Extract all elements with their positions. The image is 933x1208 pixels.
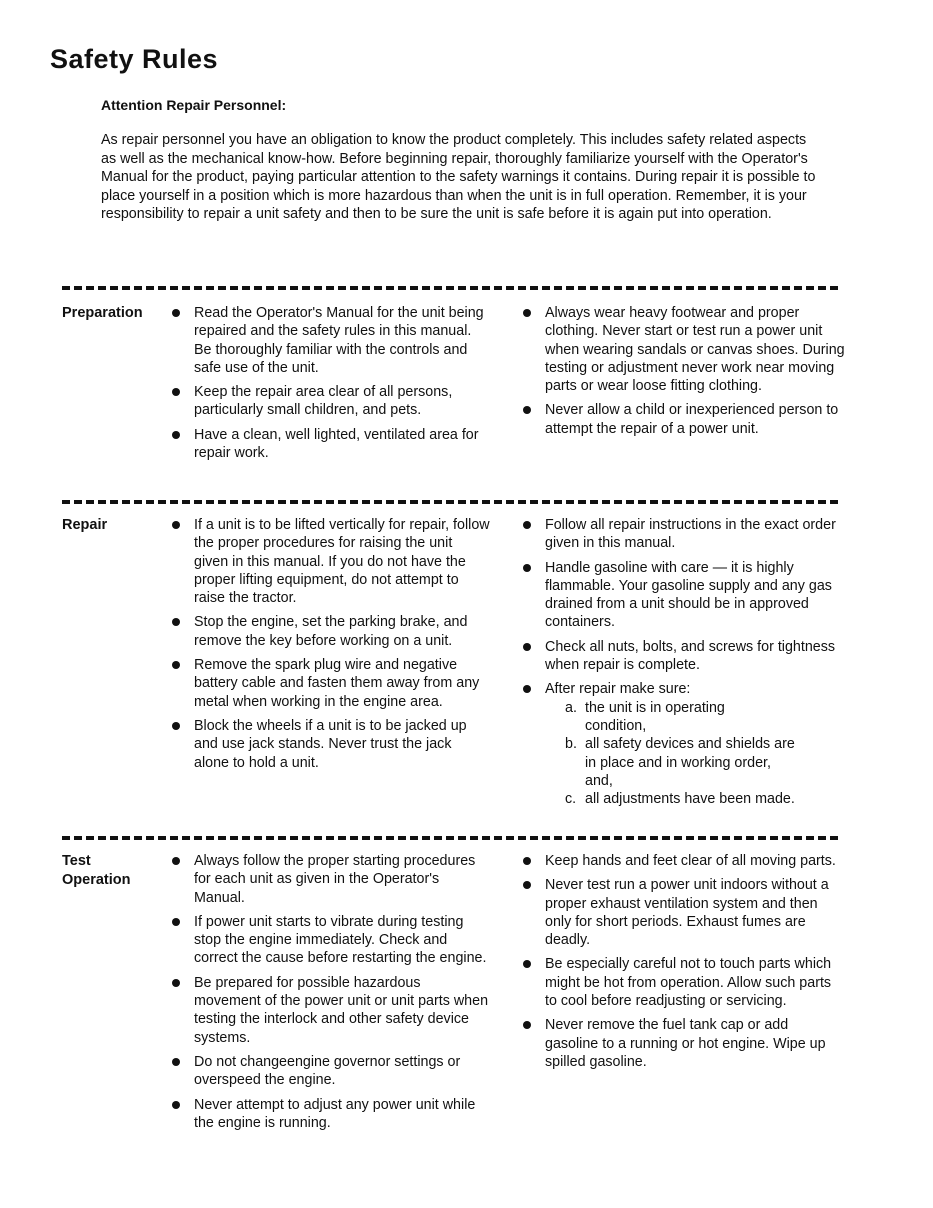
attention-heading: Attention Repair Personnel: <box>101 97 287 113</box>
section-label-line: Test <box>62 853 91 869</box>
list-item: Have a clean, well lighted, ventilated area for repair work. <box>172 426 490 463</box>
sublist-item <box>565 790 843 808</box>
sublist-item <box>565 699 843 736</box>
section-label-repair: Repair <box>62 517 108 533</box>
sublist-item <box>565 735 843 790</box>
after-repair-intro: After repair make sure: <box>545 681 691 698</box>
sublist-marker: b. <box>565 736 577 753</box>
sublist-marker: a. <box>565 699 577 716</box>
sublist-marker: c. <box>565 791 577 808</box>
list-item: Remove the spark plug wire and negative battery cable and fasten them away from any metal when working in the engine area. <box>172 656 490 711</box>
list-item: If power unit starts to vibrate during testing stop the engine immediately. Check and correct the cause before restarting the engine. <box>172 913 490 968</box>
after-repair-sublist <box>545 699 843 809</box>
list-item: Keep hands and feet clear of all moving parts. <box>523 852 843 870</box>
list-item: Never allow a child or inexperienced person to attempt the repair of a power unit. <box>523 401 847 438</box>
repair-left-list <box>172 516 490 778</box>
sublist-text: all adjustments have been made. <box>585 791 795 808</box>
list-item: Keep the repair area clear of all persons, particularly small children, and pets. <box>172 383 490 420</box>
list-item: If a unit is to be lifted vertically for repair, follow the proper procedures for raising the unit given in this manual. If you do not have the proper lifting equipment, do not attempt to raise the tractor. <box>172 516 490 607</box>
test-operation-left-list <box>172 852 490 1138</box>
list-item: Handle gasoline with care — it is highly flammable. Your gasoline supply and any gas drained from a unit should be in approved containers. <box>523 559 843 632</box>
list-item: Do not changeengine governor settings or overspeed the engine. <box>172 1053 490 1090</box>
list-item: Follow all repair instructions in the exact order given in this manual. <box>523 516 843 553</box>
list-item: Read the Operator's Manual for the unit being repaired and the safety rules in this manual. Be thoroughly familiar with the controls and safe use of the unit. <box>172 304 490 377</box>
section-label-test-operation <box>62 852 130 890</box>
list-item <box>523 680 843 808</box>
test-operation-right-list <box>523 852 843 1077</box>
preparation-left-list <box>172 304 490 468</box>
list-item: Stop the engine, set the parking brake, and remove the key before working on a unit. <box>172 613 490 650</box>
page-title: Safety Rules <box>50 44 219 74</box>
sublist-text: all safety devices and shields are in place and in working order, and, <box>585 736 795 789</box>
list-item: Always wear heavy footwear and proper clothing. Never start or test run a power unit when wearing sandals or canvas shoes. During testing or adjustment never work near moving parts or wear loose fitting clothing. <box>523 304 847 395</box>
section-label-line: Operation <box>62 872 131 888</box>
repair-right-list <box>523 516 843 814</box>
list-item: Never remove the fuel tank cap or add gasoline to a running or hot engine. Wipe up spilled gasoline. <box>523 1016 843 1071</box>
list-item: Never attempt to adjust any power unit while the engine is running. <box>172 1096 490 1133</box>
list-item: Always follow the proper starting procedures for each unit as given in the Operator's Manual. <box>172 852 490 907</box>
section-divider <box>62 500 838 504</box>
preparation-right-list <box>523 304 847 444</box>
section-divider <box>62 836 838 840</box>
section-label-preparation: Preparation <box>62 305 143 321</box>
list-item: Never test run a power unit indoors without a proper exhaust ventilation system and then only for short periods. Exhaust fumes are deadly. <box>523 876 843 949</box>
sublist-text: the unit is in operating condition, <box>585 699 725 734</box>
list-item: Be prepared for possible hazardous movement of the power unit or unit parts when testing the interlock and other safety device systems. <box>172 974 490 1047</box>
intro-paragraph: As repair personnel you have an obligation to know the product completely. This includes safety related aspects as well as the mechanical know-how. Before beginning repair, thoroughly familiarize yourself with the Operator's Manual for the product, paying particular attention to the safety warnings it contains. During repair it is possible to place yourself in a position which is more hazardous than when the unit is in full operation. Remember, it is your responsibility to repair a unit safety and then to be sure the unit is safe before it is again put into operation. <box>101 132 816 222</box>
section-divider <box>62 286 838 290</box>
list-item: Block the wheels if a unit is to be jacked up and use jack stands. Never trust the jack alone to hold a unit. <box>172 717 490 772</box>
list-item: Check all nuts, bolts, and screws for tightness when repair is complete. <box>523 638 843 675</box>
list-item: Be especially careful not to touch parts which might be hot from operation. Allow such parts to cool before readjusting or servicing. <box>523 955 843 1010</box>
